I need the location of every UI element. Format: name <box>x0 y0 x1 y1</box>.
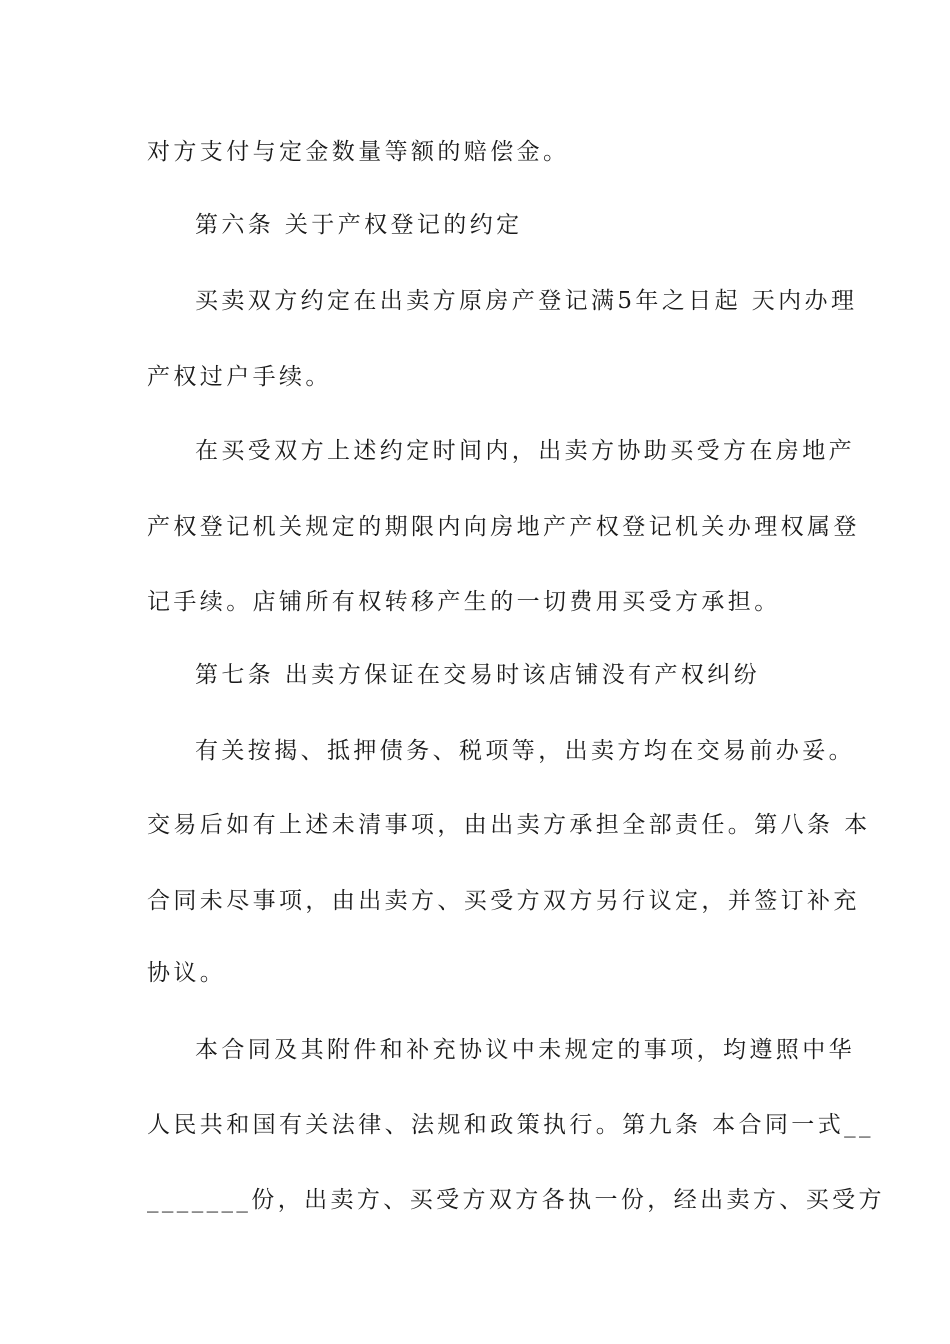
section-heading: 第六条 关于产权登记的约定 <box>195 212 523 238</box>
text-line: 对方支付与定金数量等额的赔偿金。 <box>147 139 570 165</box>
text-line: 协议。 <box>147 960 227 986</box>
text-line: _______份，出卖方、买受方双方各执一份，经出卖方、买受方 <box>147 1187 885 1213</box>
text-line: 本合同及其附件和补充协议中未规定的事项，均遵照中华 <box>195 1037 855 1063</box>
section-heading: 第七条 出卖方保证在交易时该店铺没有产权纠纷 <box>195 662 761 688</box>
text-line: 有关按揭、抵押债务、税项等，出卖方均在交易前办妥。 <box>195 738 855 764</box>
text-line: 记手续。店铺所有权转移产生的一切费用买受方承担。 <box>147 589 781 615</box>
text-line: 在买受双方上述约定时间内，出卖方协助买受方在房地产 <box>195 438 855 464</box>
text-line: 人民共和国有关法律、法规和政策执行。第九条 本合同一式__ <box>147 1112 874 1138</box>
text-line: 买卖双方约定在出卖方原房产登记满5年之日起 天内办理 <box>195 288 858 314</box>
text-line: 交易后如有上述未清事项，由出卖方承担全部责任。第八条 本 <box>147 812 871 838</box>
text-line: 产权登记机关规定的期限内向房地产产权登记机关办理权属登 <box>147 514 860 540</box>
text-line: 合同未尽事项，由出卖方、买受方双方另行议定，并签订补充 <box>147 888 860 914</box>
text-line: 产权过户手续。 <box>147 364 332 390</box>
